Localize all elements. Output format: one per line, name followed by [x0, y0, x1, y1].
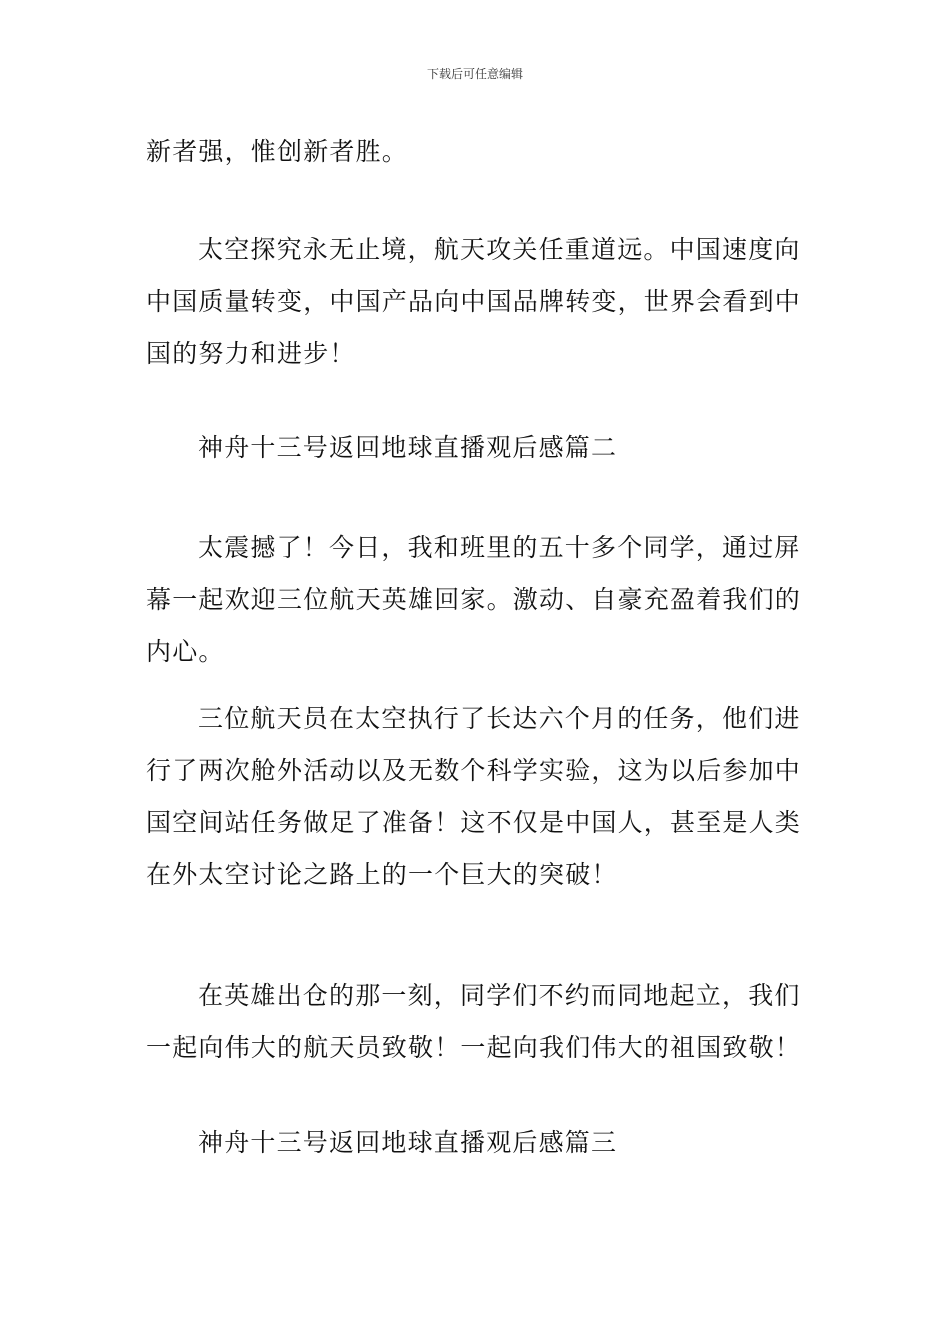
paragraph-shocked: 太震撼了！今日，我和班里的五十多个同学，通过屏幕一起欢迎三位航天英雄回家。激动、自豪充盈着我们的内心。	[146, 533, 802, 666]
section-heading-part-three: 神舟十三号返回地球直播观后感篇三	[198, 1128, 618, 1157]
header-note: 下载后可任意编辑	[426, 67, 523, 81]
paragraph-continuation: 新者强，惟创新者胜。	[146, 137, 409, 166]
paragraph-astronaut-mission: 三位航天员在太空执行了长达六个月的任务，他们进行了两次舱外活动以及无数个科学实验，这为以后参加中国空间站任务做足了准备！这不仅是中国人，甚至是人类在外太空讨论之路上的一个巨大的突破！	[146, 704, 802, 889]
paragraph-heroes-exit: 在英雄出仓的那一刻，同学们不约而同地起立，我们一起向伟大的航天员致敬！一起向我们伟大的祖国致敬！	[146, 981, 802, 1062]
section-heading-part-two: 神舟十三号返回地球直播观后感篇二	[198, 433, 618, 462]
paragraph-space-exploration: 太空探究永无止境，航天攻关任重道远。中国速度向中国质量转变，中国产品向中国品牌转变，世界会看到中国的努力和进步！	[146, 235, 802, 368]
